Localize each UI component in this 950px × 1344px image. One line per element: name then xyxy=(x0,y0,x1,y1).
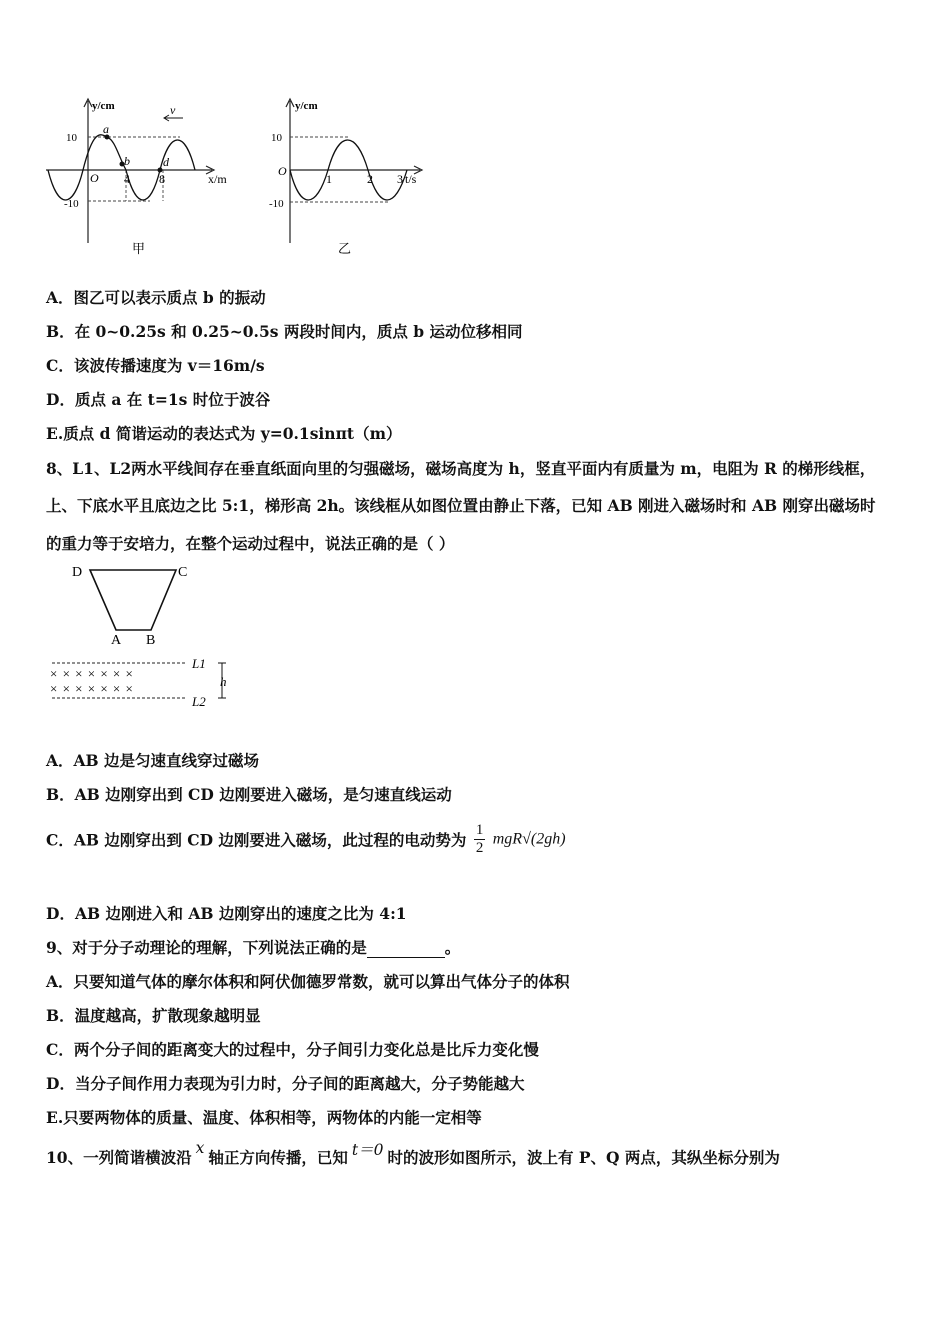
q8-option-c xyxy=(46,822,566,857)
q9-option-b: B．温度越高，扩散现象越明显 xyxy=(46,1006,261,1025)
jia-tick-4: 4 xyxy=(124,172,130,186)
jia-ylabel: y/cm xyxy=(92,100,115,112)
label-L1: L1 xyxy=(192,656,206,671)
q9-option-e: E.只要两物体的质量、温度、体积相等，两物体的内能一定相等 xyxy=(46,1108,482,1127)
graph-jia xyxy=(46,99,227,256)
q7-option-c: C．该波传播速度为 v＝16m/s xyxy=(46,356,265,375)
yi-caption: 乙 xyxy=(338,241,352,256)
q8-option-a: A．AB 边是匀速直线穿过磁场 xyxy=(46,751,260,770)
jia-label-b: b xyxy=(124,154,130,168)
jia-tick-8: 8 xyxy=(159,172,165,186)
label-h: h xyxy=(220,674,227,689)
yi-tick-2: 2 xyxy=(367,172,373,186)
q8-stem-line2: 上、下底水平且底边之比 5:1，梯形高 2h。该线框从如图位置由静止下落，已知 AB 刚进入磁场时和 AB 刚穿出磁场时 xyxy=(46,496,876,515)
q8-option-c-denominator: 2 xyxy=(475,840,484,856)
jia-caption: 甲 xyxy=(132,241,146,256)
q10-x-symbol: x xyxy=(195,1139,205,1157)
field-cross-row1: × × × × × × × xyxy=(50,666,134,681)
trapezoid-figure xyxy=(46,560,246,715)
q10-part2: 轴正方向传播，已知 xyxy=(208,1148,348,1167)
field-cross-row2: × × × × × × × xyxy=(50,681,134,696)
graph-yi xyxy=(269,99,422,256)
q8-option-c-fraction xyxy=(474,822,486,857)
q9-stem-end: 。 xyxy=(444,938,461,957)
label-C: C xyxy=(178,565,188,580)
q9-option-c: C．两个分子间的距离变大的过程中，分子间引力变化总是比斥力变化慢 xyxy=(46,1040,539,1059)
q8-option-c-text: C．AB 边刚穿出到 CD 边刚要进入磁场，此过程的电动势为 xyxy=(46,830,467,850)
label-L2: L2 xyxy=(192,694,206,709)
yi-ylabel: y/cm xyxy=(295,100,318,112)
q8-option-b: B．AB 边刚穿出到 CD 边刚要进入磁场，是匀速直线运动 xyxy=(46,785,452,804)
yi-xlabel: t/s xyxy=(405,172,417,186)
jia-velocity: v xyxy=(170,103,176,117)
yi-top-tick: 10 xyxy=(271,132,282,144)
q10-stem xyxy=(46,1139,780,1168)
q7-option-b: B．在 0~0.25s 和 0.25~0.5s 两段时间内，质点 b 运动位移相同 xyxy=(46,322,523,341)
trapezoid-frame xyxy=(90,570,176,630)
q9-option-d: D．当分子间作用力表现为引力时，分子间的距离越大，分子势能越大 xyxy=(46,1074,525,1093)
yi-bottom-tick: -10 xyxy=(269,198,284,210)
jia-label-d: d xyxy=(163,155,169,169)
label-B: B xyxy=(146,633,156,648)
yi-origin: O xyxy=(278,164,287,178)
q8-option-d: D．AB 边刚进入和 AB 边刚穿出的速度之比为 4:1 xyxy=(46,904,407,923)
jia-origin: O xyxy=(90,171,99,185)
q8-option-c-numerator: 1 xyxy=(475,822,484,838)
yi-tick-1: 1 xyxy=(326,172,332,186)
q9-stem-text: 9、对于分子动理论的理解，下列说法正确的是 xyxy=(46,938,367,957)
q10-t0-formula: t＝0 xyxy=(351,1141,384,1159)
yi-tick-3: 3 xyxy=(397,172,403,186)
q10-part1: 10、一列简谐横波沿 xyxy=(46,1148,192,1167)
label-A: A xyxy=(111,633,122,648)
q9-option-a: A．只要知道气体的摩尔体积和阿伏伽德罗常数，就可以算出气体分子的体积 xyxy=(46,972,570,991)
q7-option-e: E.质点 d 简谐运动的表达式为 y=0.1sinπt（m） xyxy=(46,424,402,443)
q9-answer-blank xyxy=(367,938,445,958)
wave-figures xyxy=(40,95,440,260)
q7-option-a: A．图乙可以表示质点 b 的振动 xyxy=(46,288,266,307)
q8-stem-line3: 的重力等于安培力，在整个运动过程中，说法正确的是（ ） xyxy=(46,534,455,553)
label-D: D xyxy=(72,565,83,580)
q10-part3: 时的波形如图所示，波上有 P、Q 两点，其纵坐标分别为 xyxy=(387,1148,780,1167)
q8-option-c-formula: mgR√(2gh) xyxy=(492,830,566,848)
jia-label-a: a xyxy=(103,122,109,136)
jia-xlabel: x/m xyxy=(208,172,227,186)
q7-option-d: D．质点 a 在 t=1s 时位于波谷 xyxy=(46,390,271,409)
jia-top-tick: 10 xyxy=(66,132,77,144)
jia-bottom-tick: -10 xyxy=(64,198,79,210)
q8-stem-line1: 8、L1、L2两水平线间存在垂直纸面向里的匀强磁场，磁场高度为 h，竖直平面内有质量为 m，电阻为 R 的梯形线框， xyxy=(46,459,876,478)
q9-stem xyxy=(46,936,460,958)
